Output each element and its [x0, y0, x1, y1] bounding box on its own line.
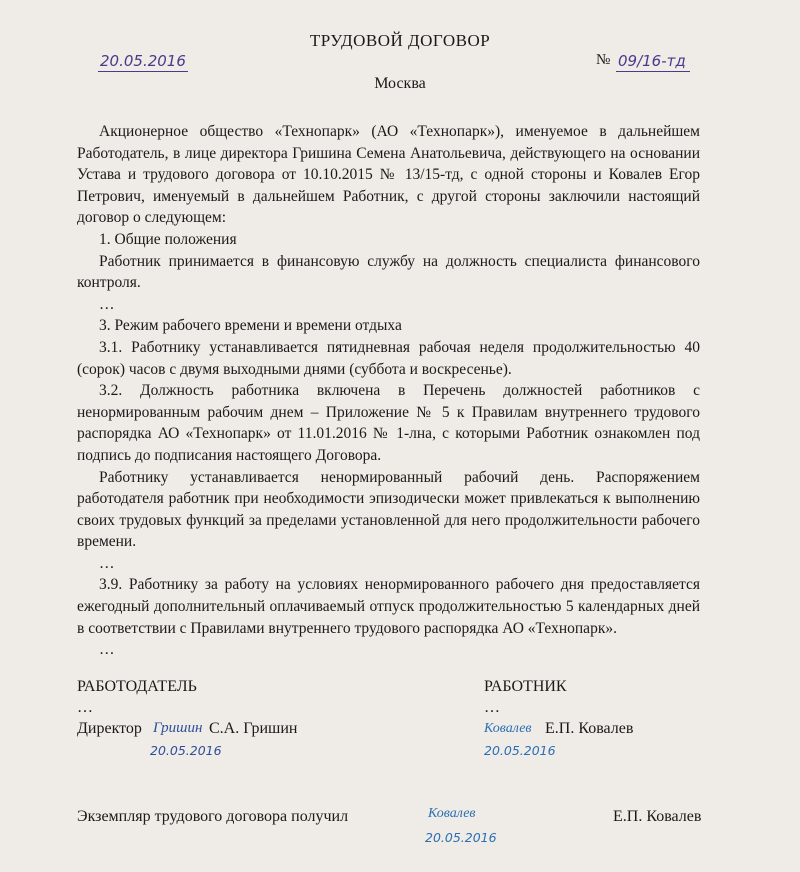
- receipt-date: 20.05.2016: [425, 830, 497, 845]
- number-sign: №: [596, 52, 611, 68]
- employee-signature: Ковалев: [484, 721, 532, 736]
- paragraph-position: Работник принимается в финансовую службу на должность специалиста финансового контроля.: [77, 252, 700, 292]
- contract-body: [77, 121, 700, 661]
- document-title: ТРУДОВОЙ ДОГОВОР: [309, 31, 491, 50]
- employee-name: Е.П. Ковалев: [545, 720, 634, 737]
- paragraph-irregular-hours: Работнику устанавливается ненормированный рабочий день. Распоряжением работодателя работник при необходимости эпизодически может привлекаться к выполнению своих трудовых функций за пределами установленной для него продолжительности рабочего времени.: [77, 468, 700, 551]
- employer-position: Директор: [77, 720, 142, 737]
- clause-3-2: 3.2. Должность работника включена в Перечень должностей работников с ненормированным рабочим днем – Приложение № 5 к Правилам внутреннего трудового распорядка АО «Технопарк» от 11.01.2016 № 1-лна, с которыми Работник ознакомлен под подпись до подписания настоящего Договора.: [77, 382, 700, 464]
- section-heading-working-time: 3. Режим рабочего времени и времени отдыха: [99, 317, 402, 335]
- receipt-text: Экземпляр трудового договора получил: [77, 808, 349, 825]
- clause-3-1: 3.1. Работнику устанавливается пятидневная рабочая неделя продолжительностью 40 (сорок) часов с двумя выходными днями (суббота и воскресенье).: [77, 338, 700, 378]
- contract-date: 20.05.2016: [100, 52, 186, 70]
- employer-sign-date: 20.05.2016: [150, 743, 222, 758]
- city: Москва: [374, 75, 426, 92]
- employer-ellipsis: …: [77, 699, 93, 716]
- employer-name: С.А. Гришин: [209, 720, 298, 737]
- employee-sign-date: 20.05.2016: [484, 743, 556, 758]
- receipt-name: Е.П. Ковалев: [613, 808, 702, 825]
- employer-heading: РАБОТОДАТЕЛЬ: [77, 678, 197, 695]
- receipt-signature: Ковалев: [428, 806, 476, 821]
- clause-3-9: 3.9. Работнику за работу на условиях ненормированного рабочего дня предоставляется ежегодный дополнительный оплачиваемый отпуск продолжительностью 5 календарных дней в соответствии с Правилами внутреннего трудового распорядка АО «Технопарк».: [77, 576, 700, 637]
- ellipsis: …: [99, 554, 115, 572]
- contract-number: 09/16-тд: [616, 52, 690, 72]
- employee-heading: РАБОТНИК: [484, 678, 567, 695]
- employer-signature: Гришин: [153, 720, 203, 736]
- ellipsis: …: [99, 641, 115, 659]
- employee-ellipsis: …: [484, 699, 500, 716]
- preamble-paragraph: Акционерное общество «Технопарк» (АО «Технопарк»), именуемое в дальнейшем Работодатель, в лице директора Гришина Семена Анатольевича, действующего на основании Устава и трудового договора от 10.10.2015 № 13/15-тд, с одной стороны и Ковалев Егор Петрович, именуемый в дальнейшем Работник, с другой стороны заключили настоящий договор о следующем:: [77, 123, 700, 227]
- ellipsis: …: [99, 295, 115, 313]
- section-heading-general: 1. Общие положения: [99, 230, 237, 248]
